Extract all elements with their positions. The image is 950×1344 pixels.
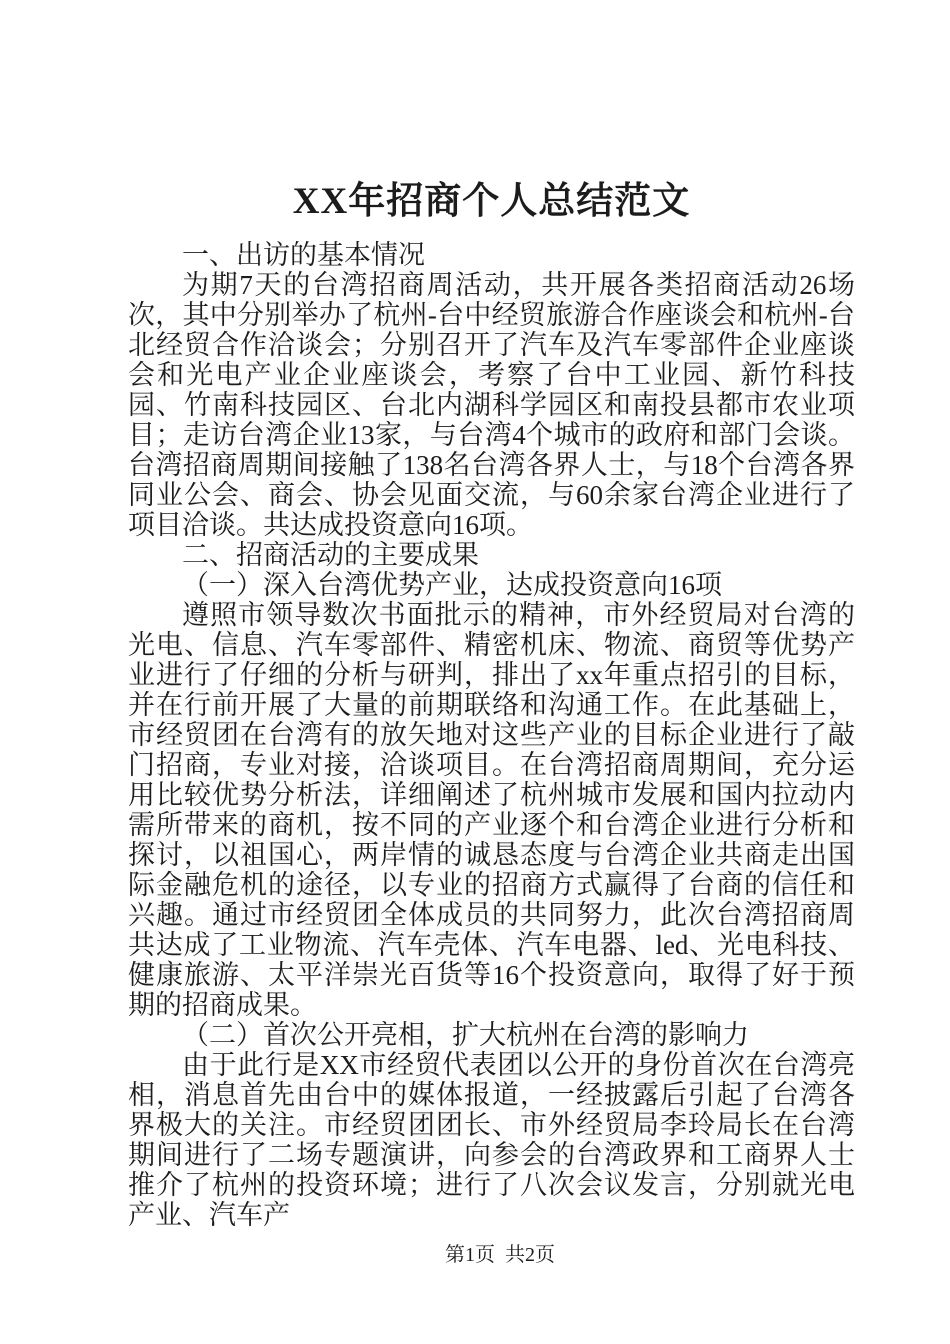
body-paragraph-trip-overview: 为期7天的台湾招商周活动，共开展各类招商活动26场次，其中分别举办了杭州-台中经贸旅游合作座谈会和杭州-台北经贸合作洽谈会；分别召开了汽车及汽车零部件企业座谈会和光电产业企业座谈会，考察了台中工业园、新竹科技园、竹南科技园区、台北内湖科学园区和南投县都市农业项目；走访台湾企业13家，与台湾4个城市的政府和部门会谈。台湾招商周期间接触了138名台湾各界人士，与18个台湾各界同业公会、商会、协会见面交流，与60余家台湾企业进行了项目洽谈。共达成投资意向16项。 [128, 270, 855, 540]
body-paragraph-industry-analysis: 遵照市领导数次书面批示的精神，市外经贸局对台湾的光电、信息、汽车零部件、精密机床、物流、商贸等优势产业进行了仔细的分析与研判，排出了xx年重点招引的目标，并在行前开展了大量的前期联络和沟通工作。在此基础上，市经贸团在台湾有的放矢地对这些产业的目标企业进行了敲门招商，专业对接，洽谈项目。在台湾招商周期间，充分运用比较优势分析法，详细阐述了杭州城市发展和国内拉动内需所带来的商机，按不同的产业逐个和台湾企业进行分析和探讨，以祖国心，两岸情的诚恳态度与台湾企业共商走出国际金融危机的途径，以专业的招商方式赢得了台商的信任和兴趣。通过市经贸团全体成员的共同努力，此次台湾招商周共达成了工业物流、汽车壳体、汽车电器、led、光电科技、健康旅游、太平洋崇光百货等16个投资意向，取得了好于预期的招商成果。 [128, 600, 855, 1020]
document-title: XX年招商个人总结范文 [292, 181, 691, 222]
subsection-heading-public-debut: （二）首次公开亮相，扩大杭州在台湾的影响力 [182, 1020, 749, 1050]
subsection-heading-investment-intentions: （一）深入台湾优势产业，达成投资意向16项 [182, 570, 722, 600]
document-body [128, 240, 855, 1230]
section-heading-main-results: 二、招商活动的主要成果 [182, 540, 479, 570]
page-number-label: 第1页 [445, 1244, 495, 1266]
section-heading-basic-situation: 一、出访的基本情况 [182, 240, 425, 270]
body-paragraph-public-debut: 由于此行是XX市经贸代表团以公开的身份首次在台湾亮相，消息首先由台中的媒体报道，一经披露后引起了台湾各界极大的关注。市经贸团团长、市外经贸局李玲局长在台湾期间进行了二场专题演讲，向参会的台湾政界和工商界人士推介了杭州的投资环境；进行了八次会议发言，分别就光电产业、汽车产 [128, 1050, 855, 1230]
page-total-label: 共2页 [505, 1244, 555, 1266]
page-footer [0, 1242, 950, 1268]
document-content [128, 180, 855, 1230]
